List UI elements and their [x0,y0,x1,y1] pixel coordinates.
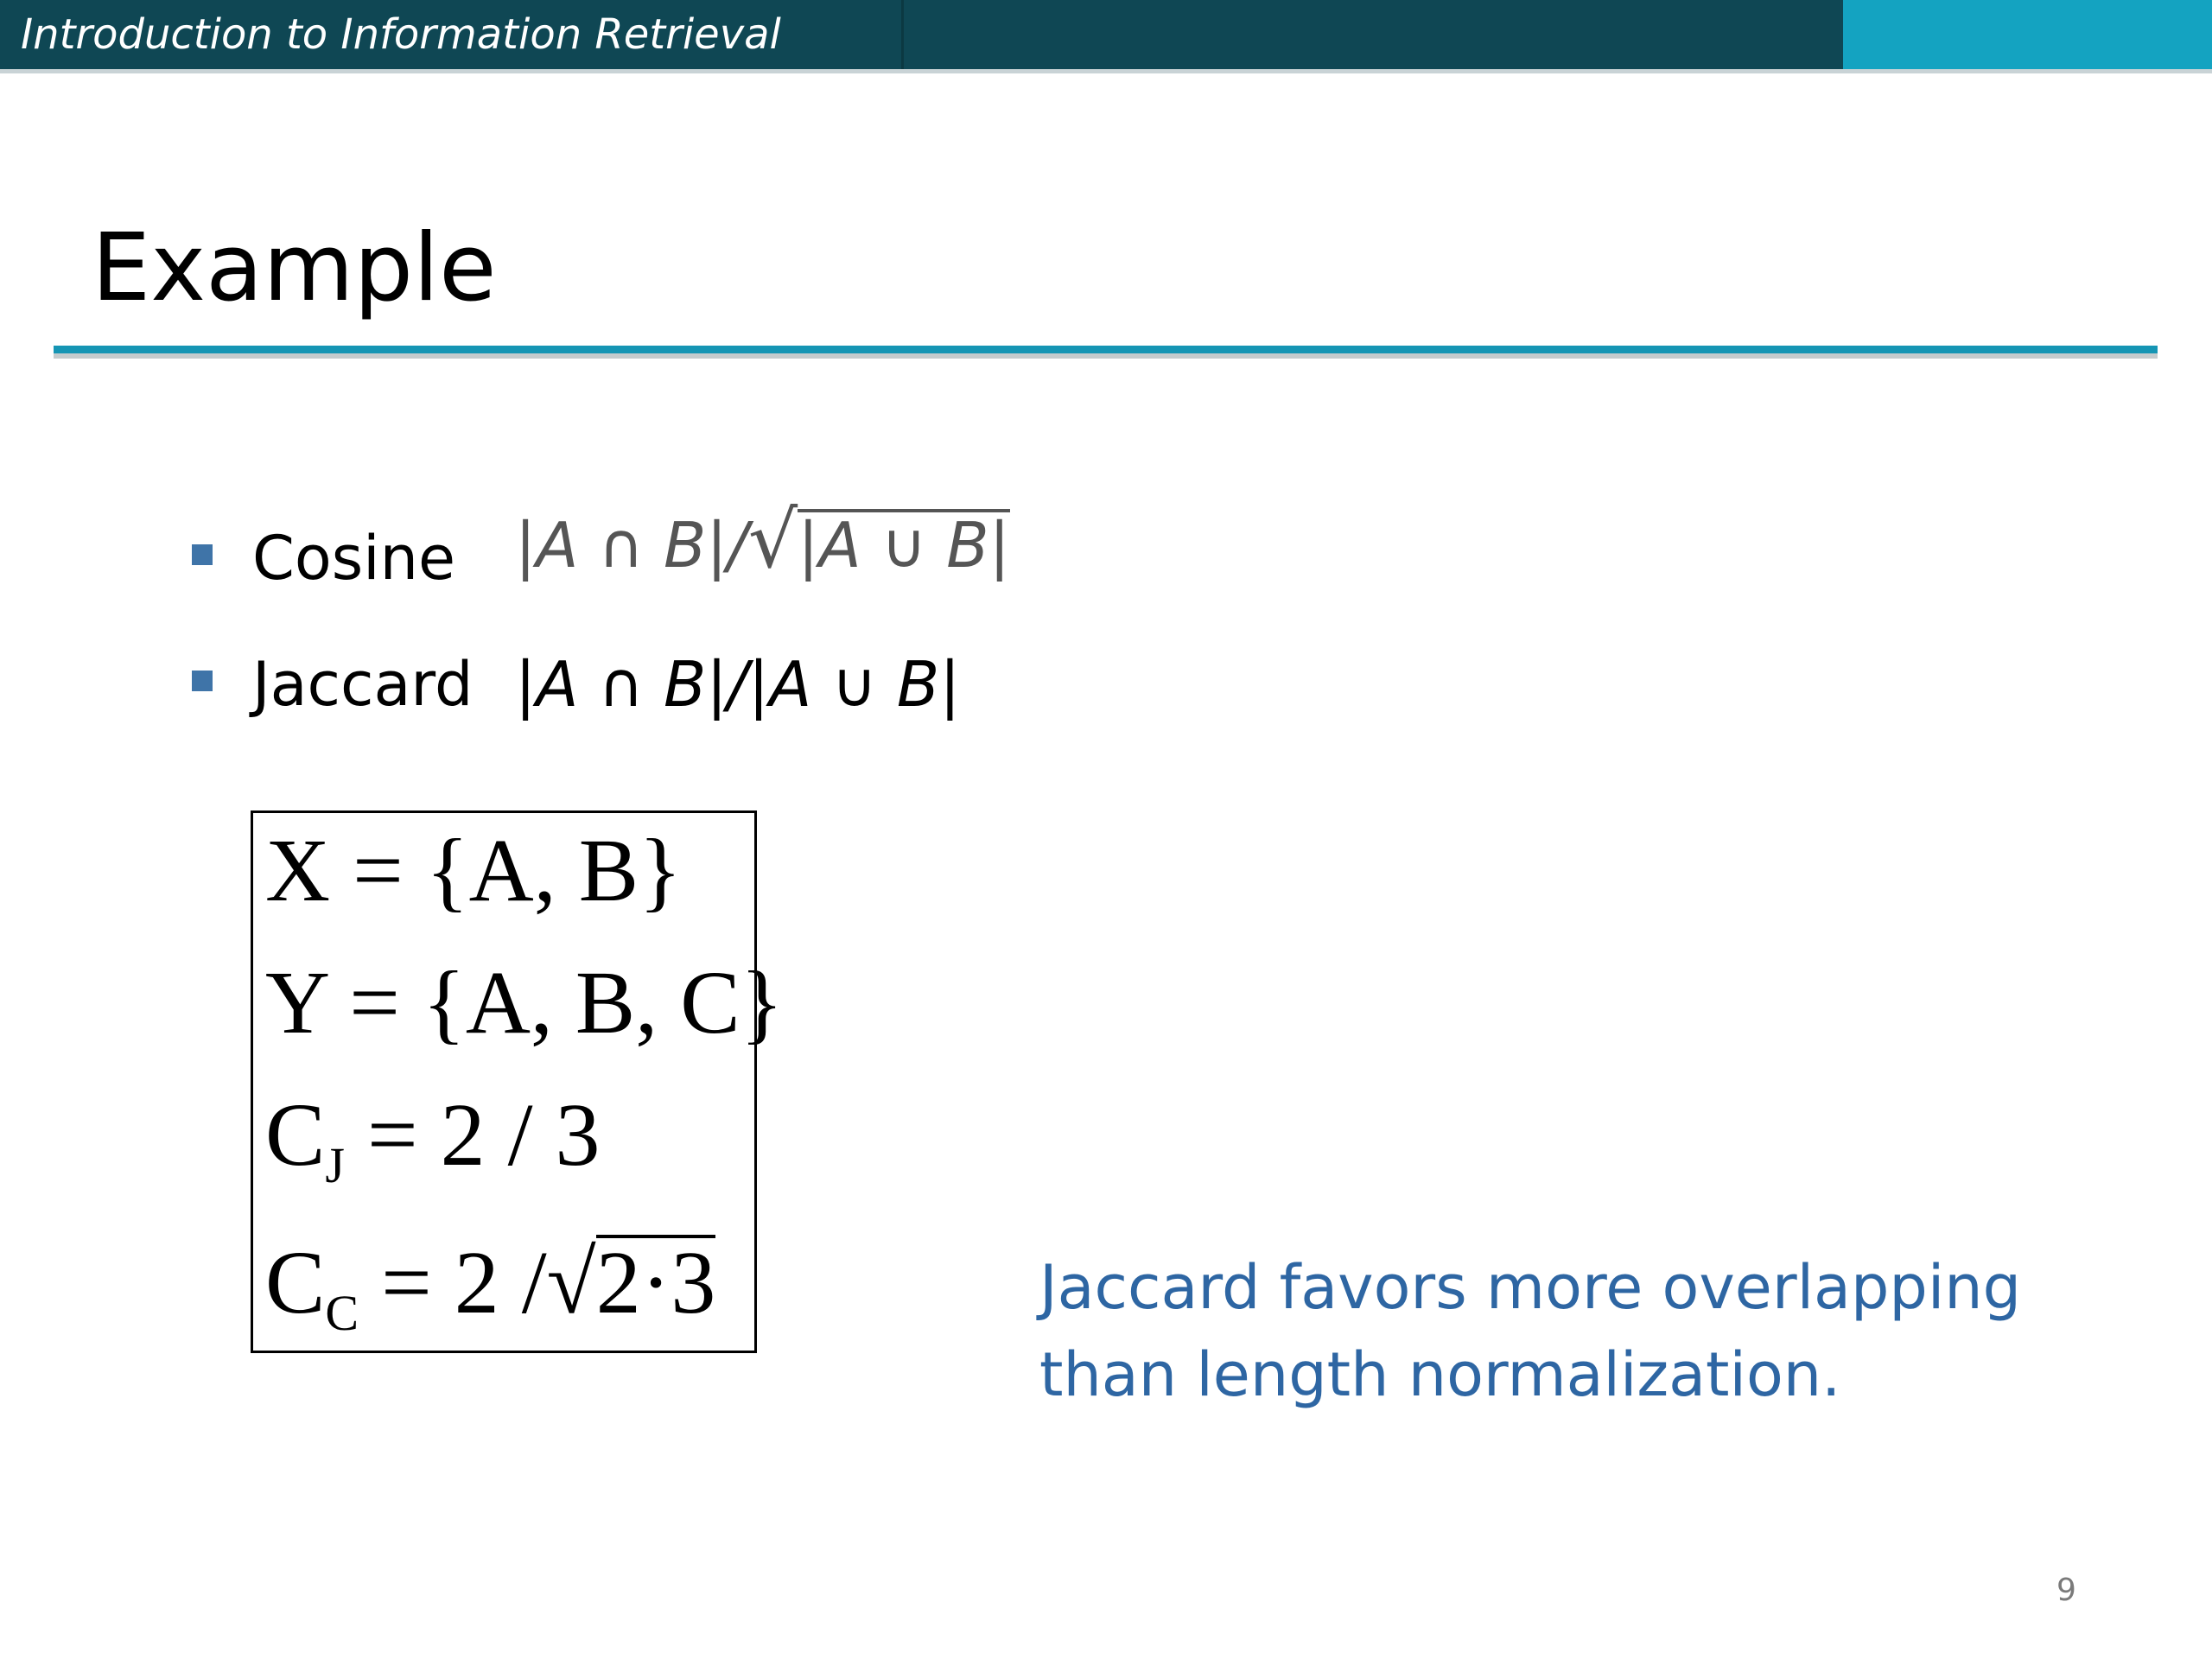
header-shadow [0,69,2212,73]
title-underline [54,346,2158,353]
bullet-label-cosine: Cosine [252,523,456,594]
sqrt-sign: √ [546,1233,596,1332]
set-y-definition: Y = {A, B, C} [265,953,784,1052]
jaccard-coefficient [265,1085,601,1213]
cc-subscript: C [325,1285,359,1341]
bullet-marker [192,544,213,565]
cc-radicand: 2·3 [595,1233,716,1332]
jaccard-formula: |A ∩ B|/|A ∪ B| [515,648,961,721]
cc-value-prefix: = 2 / [381,1233,547,1332]
cc-symbol: C [265,1233,326,1332]
example-math-box [251,810,784,1353]
title-underline-shadow [54,353,2158,359]
slide-title: Example [92,214,497,322]
cosine-coefficient [265,1235,715,1361]
cj-symbol: C [265,1085,326,1185]
cj-value: = 2 / 3 [366,1085,601,1185]
bullet-label-jaccard: Jaccard [252,649,474,720]
header-divider [901,0,904,69]
page-number: 9 [2056,1573,2076,1608]
jaccard-note: Jaccard favors more overlapping than length normalization. [1039,1252,2022,1410]
cosine-formula-prefix: |A ∩ B|/ [515,509,748,582]
bullet-marker [192,671,213,691]
header-bar [0,0,2212,69]
cj-subscript: J [325,1137,345,1193]
cosine-formula-radicand: |A ∪ B| [798,509,1010,582]
sqrt-sign: √ [747,495,798,586]
course-title: Introduction to Information Retrieval [21,10,781,59]
cosine-formula [515,495,1010,586]
set-x-definition: X = {A, B} [265,821,683,920]
header-accent-block [1843,0,2212,69]
